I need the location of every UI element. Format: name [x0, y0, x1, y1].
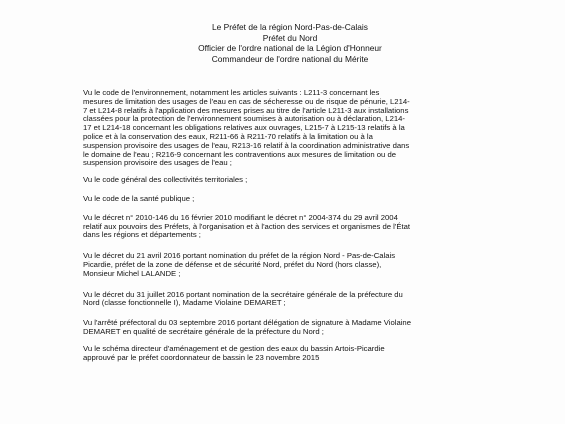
text-line: suspension provisoire des usages de l'eau ;	[83, 158, 232, 168]
paragraph-sdage	[83, 345, 491, 363]
text-line: Monsieur Michel LALANDE ;	[83, 268, 181, 278]
paragraph-decret-2010	[83, 214, 491, 240]
text-line: 17 et L214-18 concernant les obligations relatives aux ouvrages, L215-7 à L215-13 relatifs à la	[83, 123, 405, 133]
text-line: Picardie, préfet de la zone de défense et de sécurité Nord, préfet du Nord (hors classe),	[83, 259, 382, 269]
text-line: Vu le schéma directeur d'aménagement et de gestion des eaux du bassin Artois-Picardie	[83, 343, 385, 353]
text-line: Vu le décret n° 2010-146 du 16 février 2010 modifiant le décret n° 2004-374 du 29 avril 2004	[83, 212, 398, 222]
prefect-header	[150, 22, 430, 64]
paragraph-sante-publique	[83, 195, 491, 204]
text-line: relatif aux pouvoirs des Préfets, à l'organisation et à l'action des services et organismes de l'État	[83, 221, 411, 231]
text-line: le domaine de l'eau ; R216-9 concernant les contraventions aux mesures de limitation ou de	[83, 149, 396, 159]
text-line: approuvé par le préfet coordonnateur de bassin le 23 novembre 2015	[83, 352, 320, 362]
text-line: police et à la conservation des eaux, R211-66 à R211-70 relatifs à la limitation ou à la	[83, 131, 373, 141]
text-line: classées pour la protection de l'environnement soumises à autorisation ou à déclaration, L214-	[83, 114, 405, 124]
paragraph-arrete-delegation	[83, 319, 491, 337]
header-line-merite: Commandeur de l'ordre national du Mérite	[211, 53, 369, 64]
text-line: Vu le décret du 31 juillet 2016 portant nomination de la secrétaire générale de la préfecture du	[83, 289, 403, 299]
paragraph-decret-avril-2016	[83, 252, 491, 278]
text-line: Vu le code de l'environnement, notamment les articles suivants : L211-3 concernant les	[83, 88, 380, 97]
text-line: suspension provisoire des usages de l'eau, R213-16 relatif à la coordination administrative dans	[83, 140, 410, 150]
header-line-legion: Officier de l'ordre national de la Légion d'Honneur	[198, 43, 382, 54]
header-line-prefect: Préfet du Nord	[262, 32, 318, 43]
text-line: DEMARET en qualité de secrétaire générale de la préfecture du Nord ;	[83, 326, 324, 336]
text-line: Vu le code général des collectivités territoriales ;	[83, 175, 248, 185]
header-line-region: Le Préfet de la région Nord-Pas-de-Calais	[212, 22, 368, 32]
paragraph-code-environnement	[83, 89, 491, 168]
text-line: Vu le code de la santé publique ;	[83, 193, 195, 203]
paragraph-decret-juillet-2016	[83, 291, 491, 309]
paragraph-collectivites	[83, 176, 491, 185]
text-line: Vu l'arrêté préfectoral du 03 septembre 2016 portant délégation de signature à Madame Violaine	[83, 318, 411, 328]
text-line: Nord (classe fonctionnelle I), Madame Violaine DEMARET ;	[83, 298, 286, 308]
text-line: 7 et L214-8 relatifs à l'application des mesures prises au titre de l'article L211-3 aux installations	[83, 105, 409, 115]
document-body	[83, 89, 491, 362]
text-line: mesures de limitation des usages de l'eau en cas de sécheresse ou de risque de pénurie, L214-	[83, 96, 410, 106]
text-line: Vu le décret du 21 avril 2016 portant nomination du préfet de la région Nord - Pas-de-Calais	[83, 251, 396, 261]
text-line: dans les régions et départements ;	[83, 230, 201, 240]
